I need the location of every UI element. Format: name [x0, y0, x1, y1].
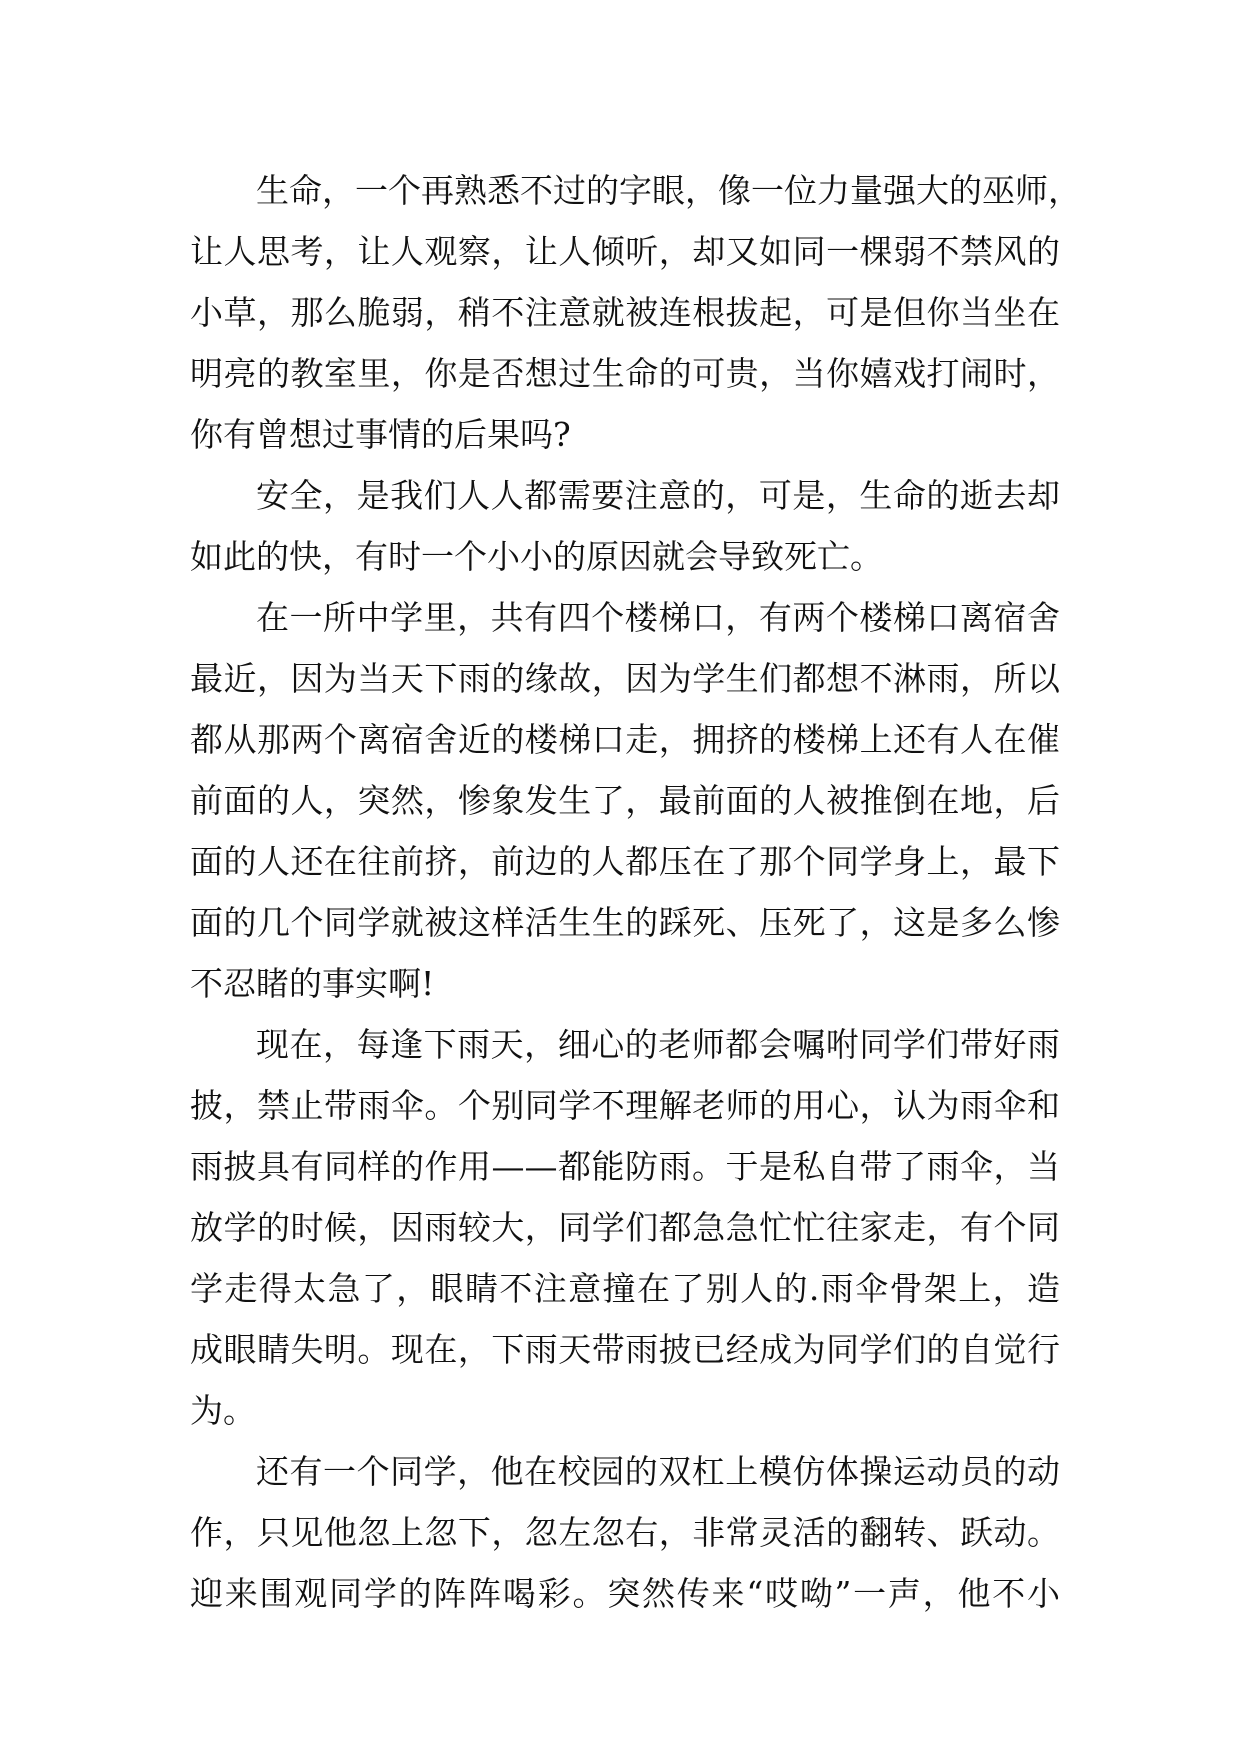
text-line: 雨披具有同样的作用——都能防雨。于是私自带了雨伞，当 [190, 1147, 1060, 1186]
paragraph-5 [190, 1441, 1060, 1624]
text-line: 作，只见他忽上忽下，忽左忽右，非常灵活的翻转、跃动。 [190, 1513, 1060, 1552]
text-line: 面的几个同学就被这样活生生的踩死、压死了，这是多么惨 [190, 903, 1060, 942]
text-line: 安全，是我们人人都需要注意的，可是，生命的逝去却 [256, 476, 1060, 515]
text-line: 前面的人，突然，惨象发生了，最前面的人被推倒在地，后 [190, 781, 1060, 820]
text-line: 为。 [190, 1391, 256, 1430]
text-line: 最近，因为当天下雨的缘故，因为学生们都想不淋雨，所以 [190, 659, 1060, 698]
paragraph-1 [190, 160, 1081, 465]
paragraph-4 [190, 1014, 1060, 1441]
text-line: 你有曾想过事情的后果吗? [190, 415, 571, 454]
text-line: 都从那两个离宿舍近的楼梯口走，拥挤的楼梯上还有人在催 [190, 720, 1060, 759]
paragraph-2 [190, 465, 1060, 587]
text-line: 还有一个同学，他在校园的双杠上模仿体操运动员的动 [256, 1452, 1060, 1491]
text-line: 成眼睛失明。现在，下雨天带雨披已经成为同学们的自觉行 [190, 1330, 1060, 1369]
text-line: 不忍睹的事实啊! [190, 964, 435, 1003]
text-line: 小草，那么脆弱，稍不注意就被连根拔起，可是但你当坐在 [190, 293, 1060, 332]
text-line: 面的人还在往前挤，前边的人都压在了那个同学身上，最下 [190, 842, 1060, 881]
text-line: 放学的时候，因雨较大，同学们都急急忙忙往家走，有个同 [190, 1208, 1060, 1247]
text-line: 学走得太急了，眼睛不注意撞在了别人的.雨伞骨架上，造 [190, 1269, 1060, 1308]
text-line: 明亮的教室里，你是否想过生命的可贵，当你嬉戏打闹时， [190, 354, 1060, 393]
text-line: 披，禁止带雨伞。个别同学不理解老师的用心，认为雨伞和 [190, 1086, 1060, 1125]
text-line: 生命，一个再熟悉不过的字眼，像一位力量强大的巫师， [256, 171, 1081, 210]
paragraph-3 [190, 587, 1060, 1014]
text-line: 迎来围观同学的阵阵喝彩。突然传来“哎呦”一声，他不小 [190, 1574, 1060, 1613]
text-line: 让人思考，让人观察，让人倾听，却又如同一棵弱不禁风的 [190, 232, 1060, 271]
text-line: 现在，每逢下雨天，细心的老师都会嘱咐同学们带好雨 [256, 1025, 1060, 1064]
text-line: 在一所中学里，共有四个楼梯口，有两个楼梯口离宿舍 [256, 598, 1060, 637]
document-body [190, 160, 1081, 1624]
text-line: 如此的快，有时一个小小的原因就会导致死亡。 [190, 537, 883, 576]
